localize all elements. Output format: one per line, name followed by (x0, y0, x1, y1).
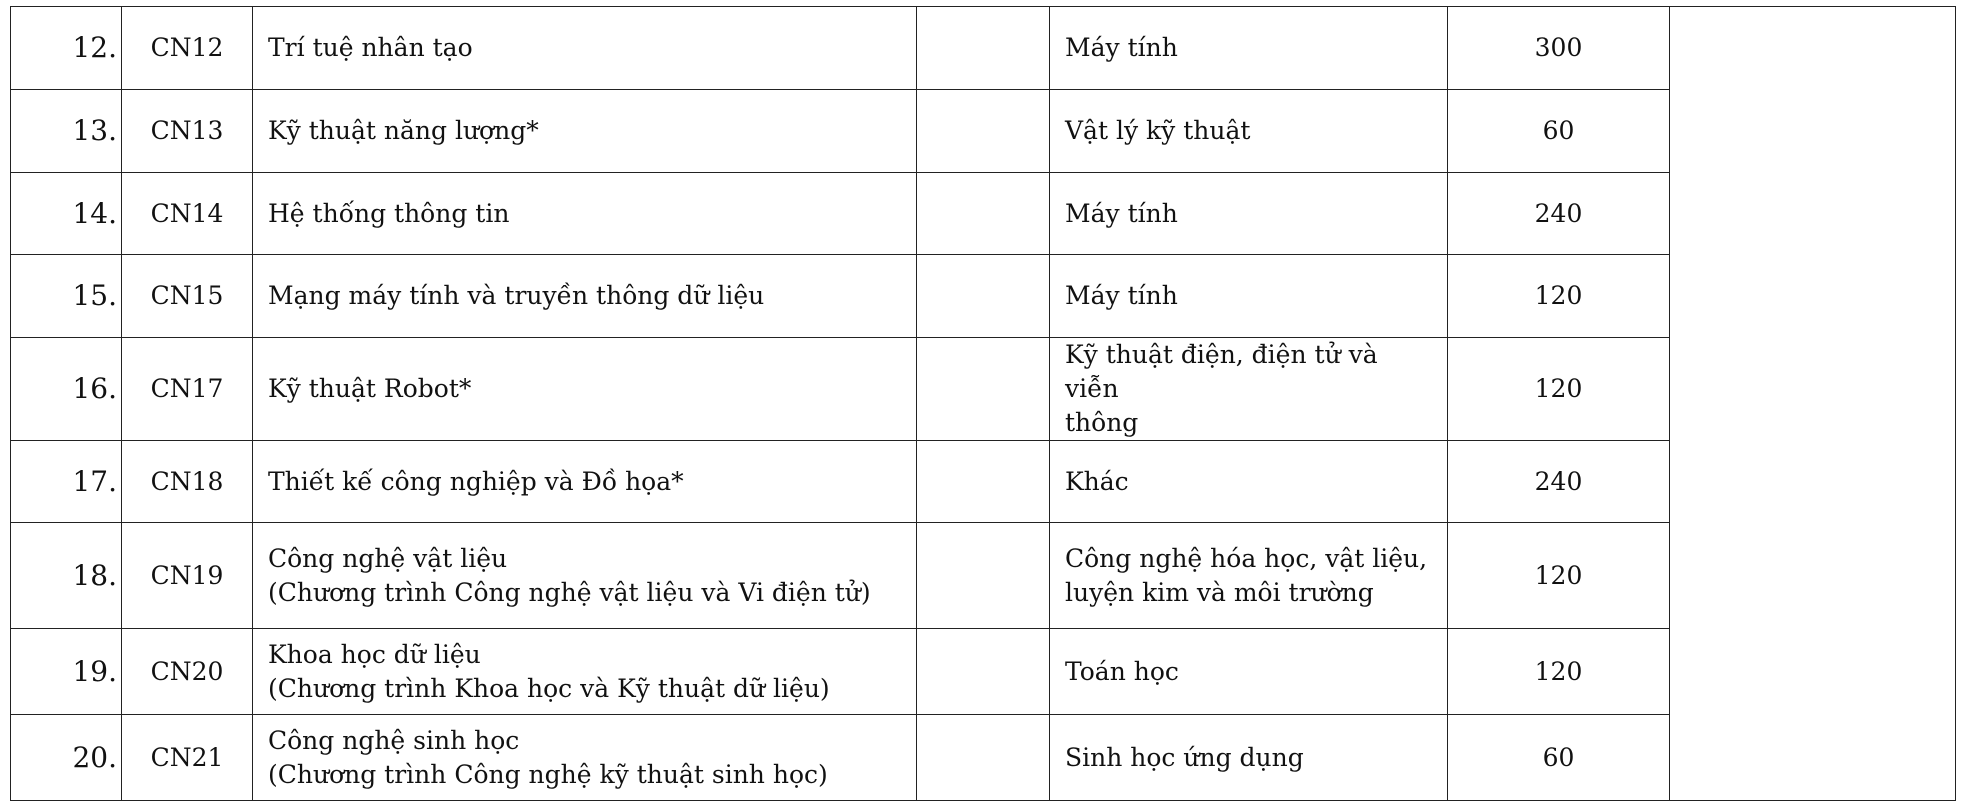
training-field (1050, 629, 1448, 715)
row-number: 19. (11, 629, 122, 715)
program-code: CN13 (122, 90, 253, 173)
training-field (1050, 173, 1448, 255)
empty-cell (917, 441, 1050, 523)
training-field-line: thông (1065, 408, 1139, 437)
program-code: CN12 (122, 7, 253, 90)
training-field (1050, 7, 1448, 90)
table-row (11, 7, 1956, 90)
program-name (253, 441, 917, 523)
row-number: 14. (11, 173, 122, 255)
row-number: 12. (11, 7, 122, 90)
program-code: CN18 (122, 441, 253, 523)
program-name-line: Công nghệ sinh học (268, 725, 520, 755)
training-field-line: Máy tính (1065, 198, 1178, 228)
program-table (10, 6, 1956, 801)
row-number: 20. (11, 715, 122, 801)
row-number: 13. (11, 90, 122, 173)
program-name-line: Hệ thống thông tin (268, 198, 510, 228)
training-field-line: luyện kim và môi trường (1065, 577, 1374, 607)
quota: 240 (1448, 441, 1670, 523)
program-subtitle-line: (Chương trình Công nghệ vật liệu và Vi điện tử) (268, 577, 871, 607)
training-field (1050, 255, 1448, 338)
empty-cell (917, 255, 1050, 338)
program-table-container (10, 6, 1956, 801)
quota: 120 (1448, 523, 1670, 629)
program-name-line: Mạng máy tính và truyền thông dữ liệu (268, 281, 765, 310)
row-number: 17. (11, 441, 122, 523)
program-name (253, 523, 917, 629)
training-field-line: Toán học (1065, 656, 1179, 686)
quota: 60 (1448, 715, 1670, 801)
training-field-line: Máy tính (1065, 33, 1178, 62)
training-field (1050, 90, 1448, 173)
training-field (1050, 523, 1448, 629)
empty-cell (917, 173, 1050, 255)
row-number: 16. (11, 338, 122, 441)
training-field-line: Kỹ thuật điện, điện tử và viễn (1065, 340, 1378, 403)
training-field (1050, 338, 1448, 441)
program-name (253, 255, 917, 338)
empty-cell (917, 523, 1050, 629)
program-name-line: Thiết kế công nghiệp và Đồ họa* (268, 466, 684, 496)
program-code: CN17 (122, 338, 253, 441)
program-name-line: Trí tuệ nhân tạo (268, 33, 473, 62)
training-field (1050, 441, 1448, 523)
table-row (11, 441, 1956, 523)
notes-cell (1670, 7, 1956, 801)
training-field-line: Công nghệ hóa học, vật liệu, (1065, 543, 1428, 573)
program-name-line: Kỹ thuật Robot* (268, 374, 472, 403)
program-subtitle-line: (Chương trình Công nghệ kỹ thuật sinh học) (268, 759, 828, 789)
empty-cell (917, 715, 1050, 801)
program-name (253, 90, 917, 173)
table-row (11, 523, 1956, 629)
program-code: CN19 (122, 523, 253, 629)
training-field-line: Vật lý kỹ thuật (1065, 116, 1251, 145)
empty-cell (917, 338, 1050, 441)
empty-cell (917, 629, 1050, 715)
table-row (11, 90, 1956, 173)
row-number: 18. (11, 523, 122, 629)
training-field-line: Máy tính (1065, 281, 1178, 310)
quota: 120 (1448, 338, 1670, 441)
quota: 60 (1448, 90, 1670, 173)
quota: 300 (1448, 7, 1670, 90)
table-row (11, 715, 1956, 801)
table-row (11, 173, 1956, 255)
row-number: 15. (11, 255, 122, 338)
empty-cell (917, 90, 1050, 173)
program-name-line: Công nghệ vật liệu (268, 543, 508, 573)
table-row (11, 629, 1956, 715)
program-subtitle-line: (Chương trình Khoa học và Kỹ thuật dữ liệu) (268, 673, 830, 703)
program-name (253, 715, 917, 801)
table-row (11, 338, 1956, 441)
training-field-line: Sinh học ứng dụng (1065, 742, 1304, 772)
program-name (253, 173, 917, 255)
program-name-line: Kỹ thuật năng lượng* (268, 116, 539, 145)
program-table-body (11, 7, 1956, 801)
table-row (11, 255, 1956, 338)
quota: 120 (1448, 255, 1670, 338)
training-field-line: Khác (1065, 466, 1129, 496)
program-name-line: Khoa học dữ liệu (268, 639, 481, 669)
program-name (253, 629, 917, 715)
program-code: CN21 (122, 715, 253, 801)
program-code: CN14 (122, 173, 253, 255)
program-code: CN20 (122, 629, 253, 715)
quota: 120 (1448, 629, 1670, 715)
program-name (253, 338, 917, 441)
empty-cell (917, 7, 1050, 90)
program-name (253, 7, 917, 90)
quota: 240 (1448, 173, 1670, 255)
training-field (1050, 715, 1448, 801)
program-code: CN15 (122, 255, 253, 338)
